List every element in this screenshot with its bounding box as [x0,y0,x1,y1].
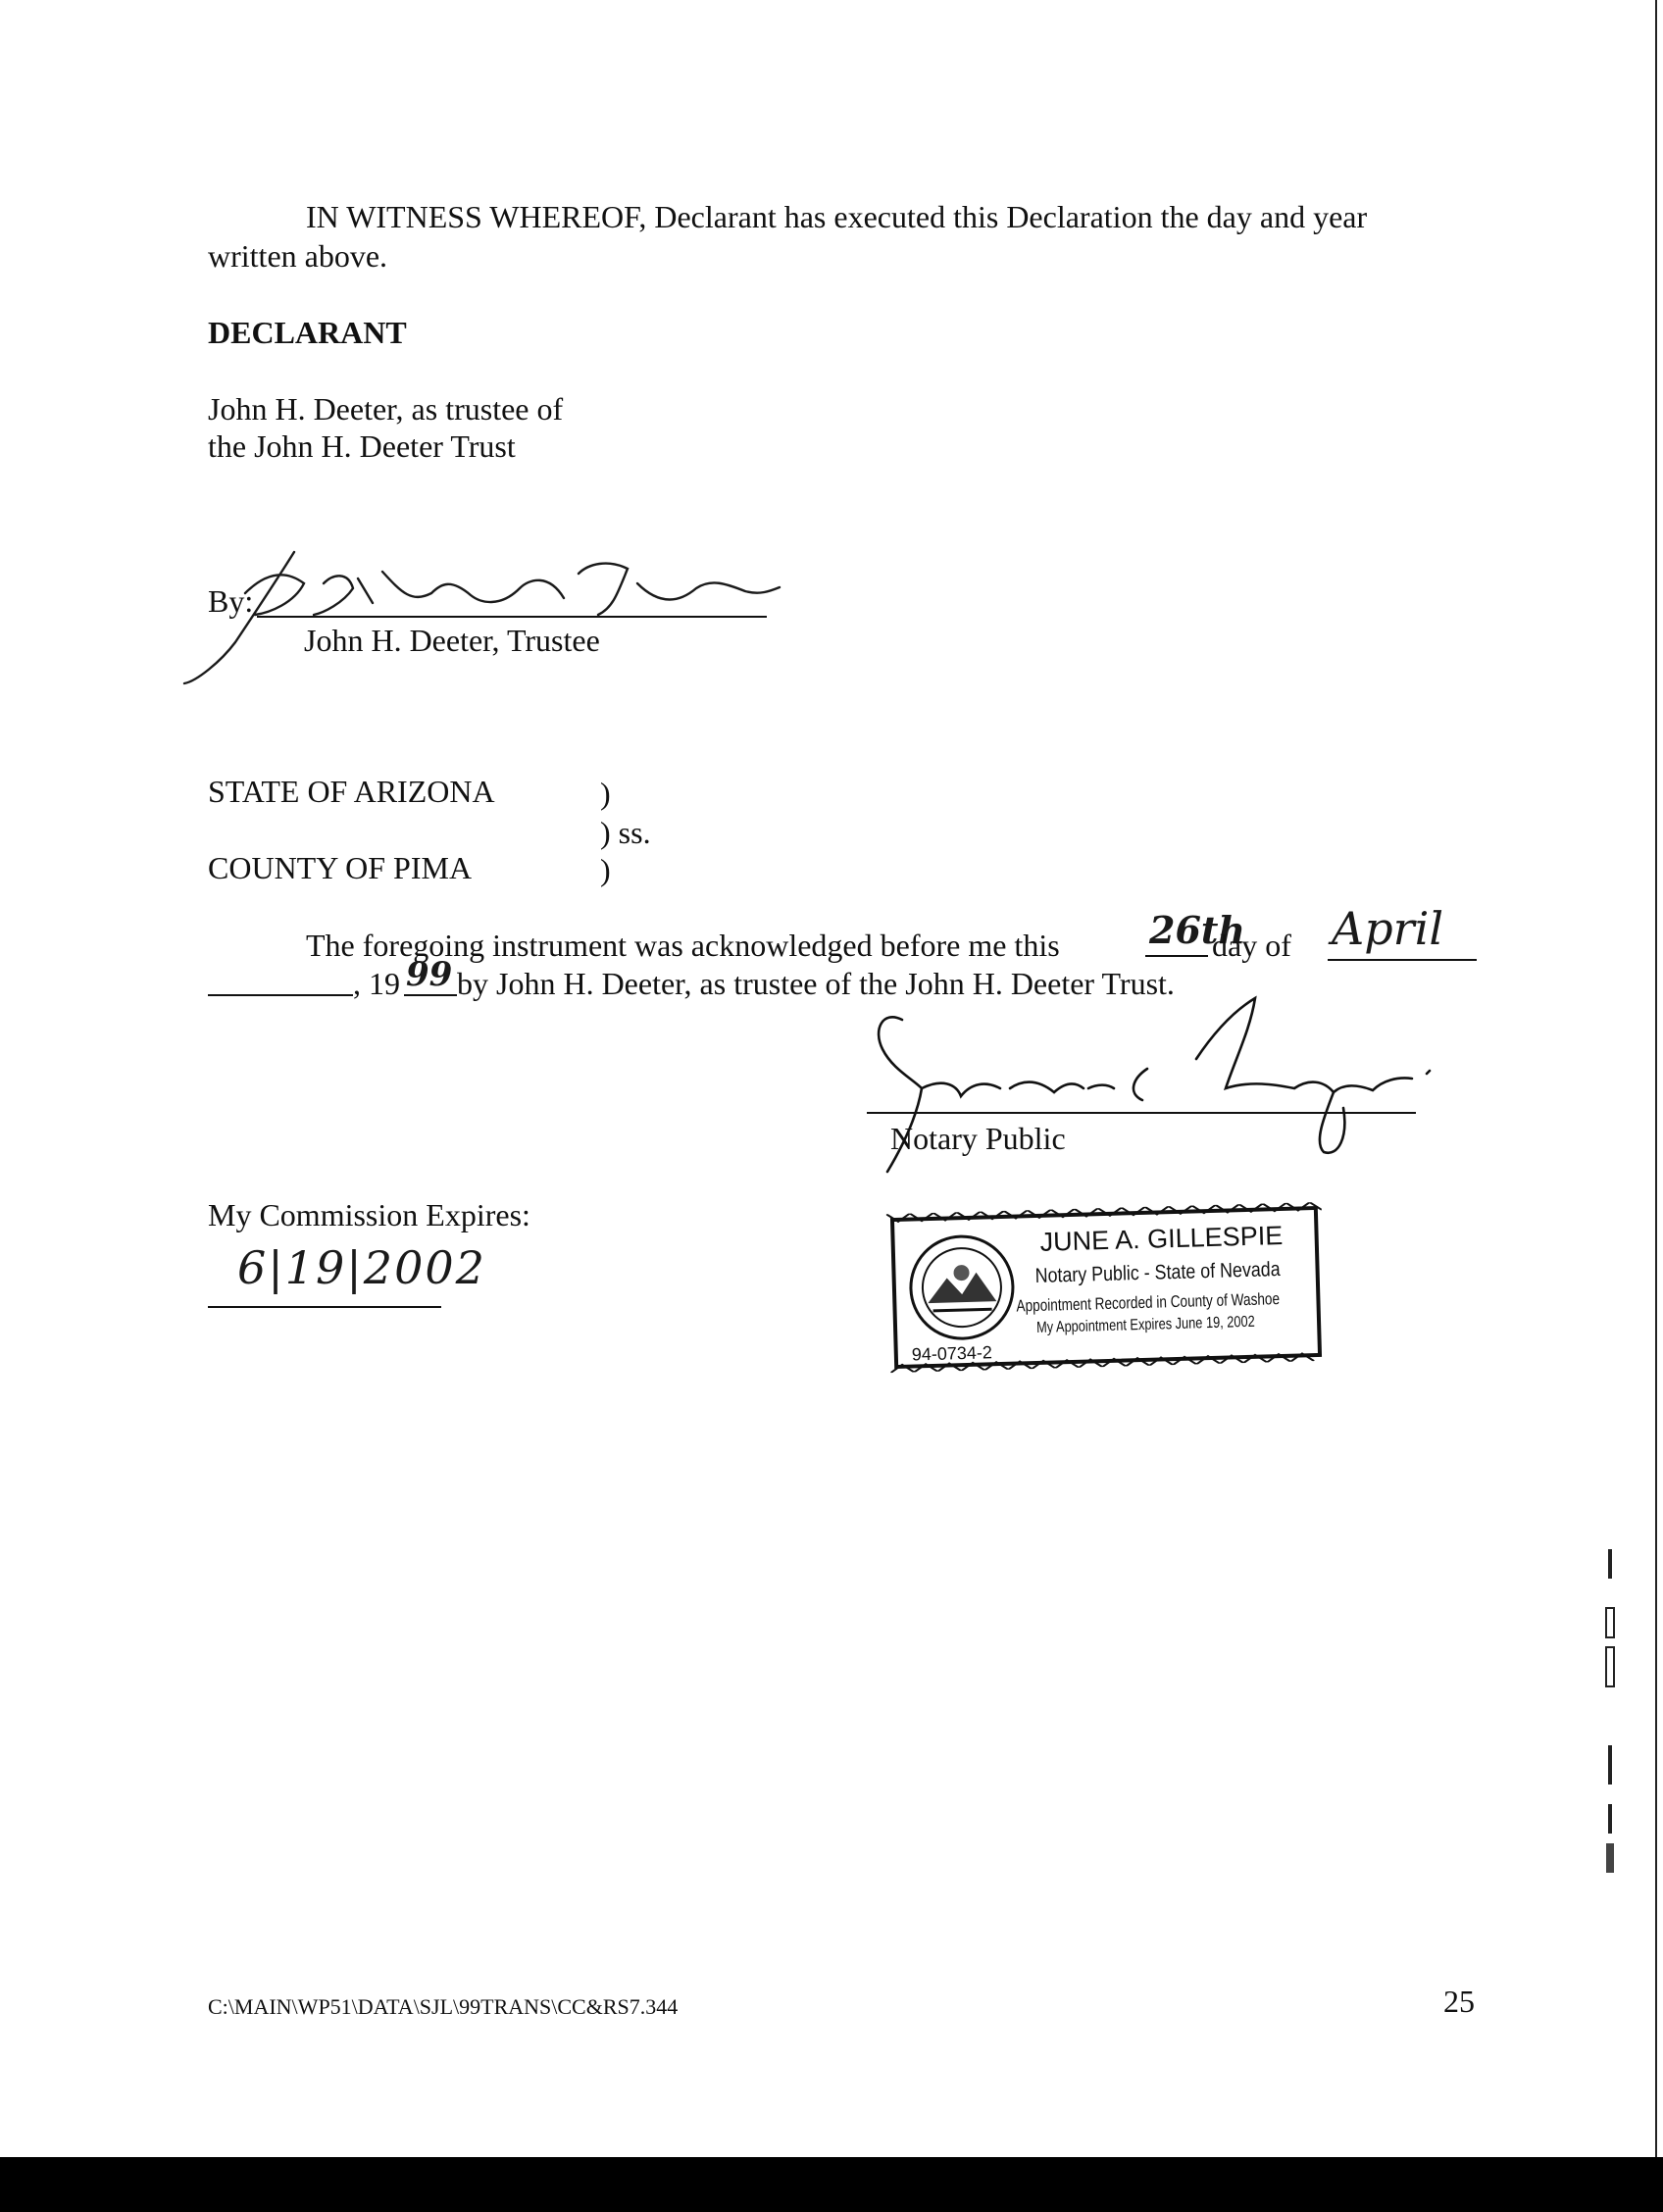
stamp-recorded: Appointment Recorded in County of Washoe [1016,1289,1281,1316]
commission-date-handwritten: 6|19|2002 [237,1241,486,1294]
witness-line-2: written above. [208,238,388,274]
month-continuation-blank [208,994,353,996]
file-path: C:\MAIN\WP51\DATA\SJL\99TRANS\CC&RS7.344 [208,1994,679,2019]
month-handwritten: April [1332,902,1444,955]
scan-right-edge [1655,0,1663,2157]
day-handwritten: 26th [1149,908,1246,952]
venue-ss: ) ss. [600,815,651,850]
month-blank [1328,959,1477,961]
ack-line-2-part-1: , 19 [353,966,400,1001]
commission-label: My Commission Expires: [208,1197,530,1232]
scan-bottom-bar [0,2157,1663,2212]
day-blank [1145,955,1208,957]
trustee-signature [176,544,784,691]
declarant-name-line-1: John H. Deeter, as trustee of [208,391,564,427]
venue-county: COUNTY OF PIMA [208,850,473,885]
venue-paren-1: ) [600,776,611,811]
notary-stamp [886,1202,1326,1373]
venue-state: STATE OF ARIZONA [208,774,495,809]
ack-line-1-part-1: The foregoing instrument was acknowledged before me this [306,928,1060,963]
witness-line-1: IN WITNESS WHEREOF, Declarant has executed this Declaration the day and year [306,199,1368,234]
stamp-number: 94-0734-2 [911,1342,993,1365]
by-label: By: [208,583,254,619]
commission-date-line [208,1306,441,1308]
notary-label: Notary Public [890,1121,1066,1156]
signer-name: John H. Deeter, Trustee [304,623,600,658]
page-number: 25 [1443,1984,1475,2019]
ack-line-1-part-2: day of [1212,928,1291,963]
notary-signature-line [867,1112,1416,1114]
stamp-title: Notary Public - State of Nevada [1034,1258,1281,1288]
stamp-name: JUNE A. GILLESPIE [1039,1220,1284,1257]
ack-line-2-part-2: by John H. Deeter, as trustee of the John H. Deeter Trust. [457,966,1175,1001]
scan-margin-marks [1598,1549,1628,1883]
declarant-name-line-2: the John H. Deeter Trust [208,428,516,464]
year-handwritten: 99 [406,955,453,994]
year-blank [404,994,457,996]
nevada-seal-icon [906,1232,1017,1343]
venue-paren-3: ) [600,852,611,887]
declarant-heading: DECLARANT [208,315,407,350]
stamp-expires: My Appointment Expires June 19, 2002 [1035,1313,1255,1336]
